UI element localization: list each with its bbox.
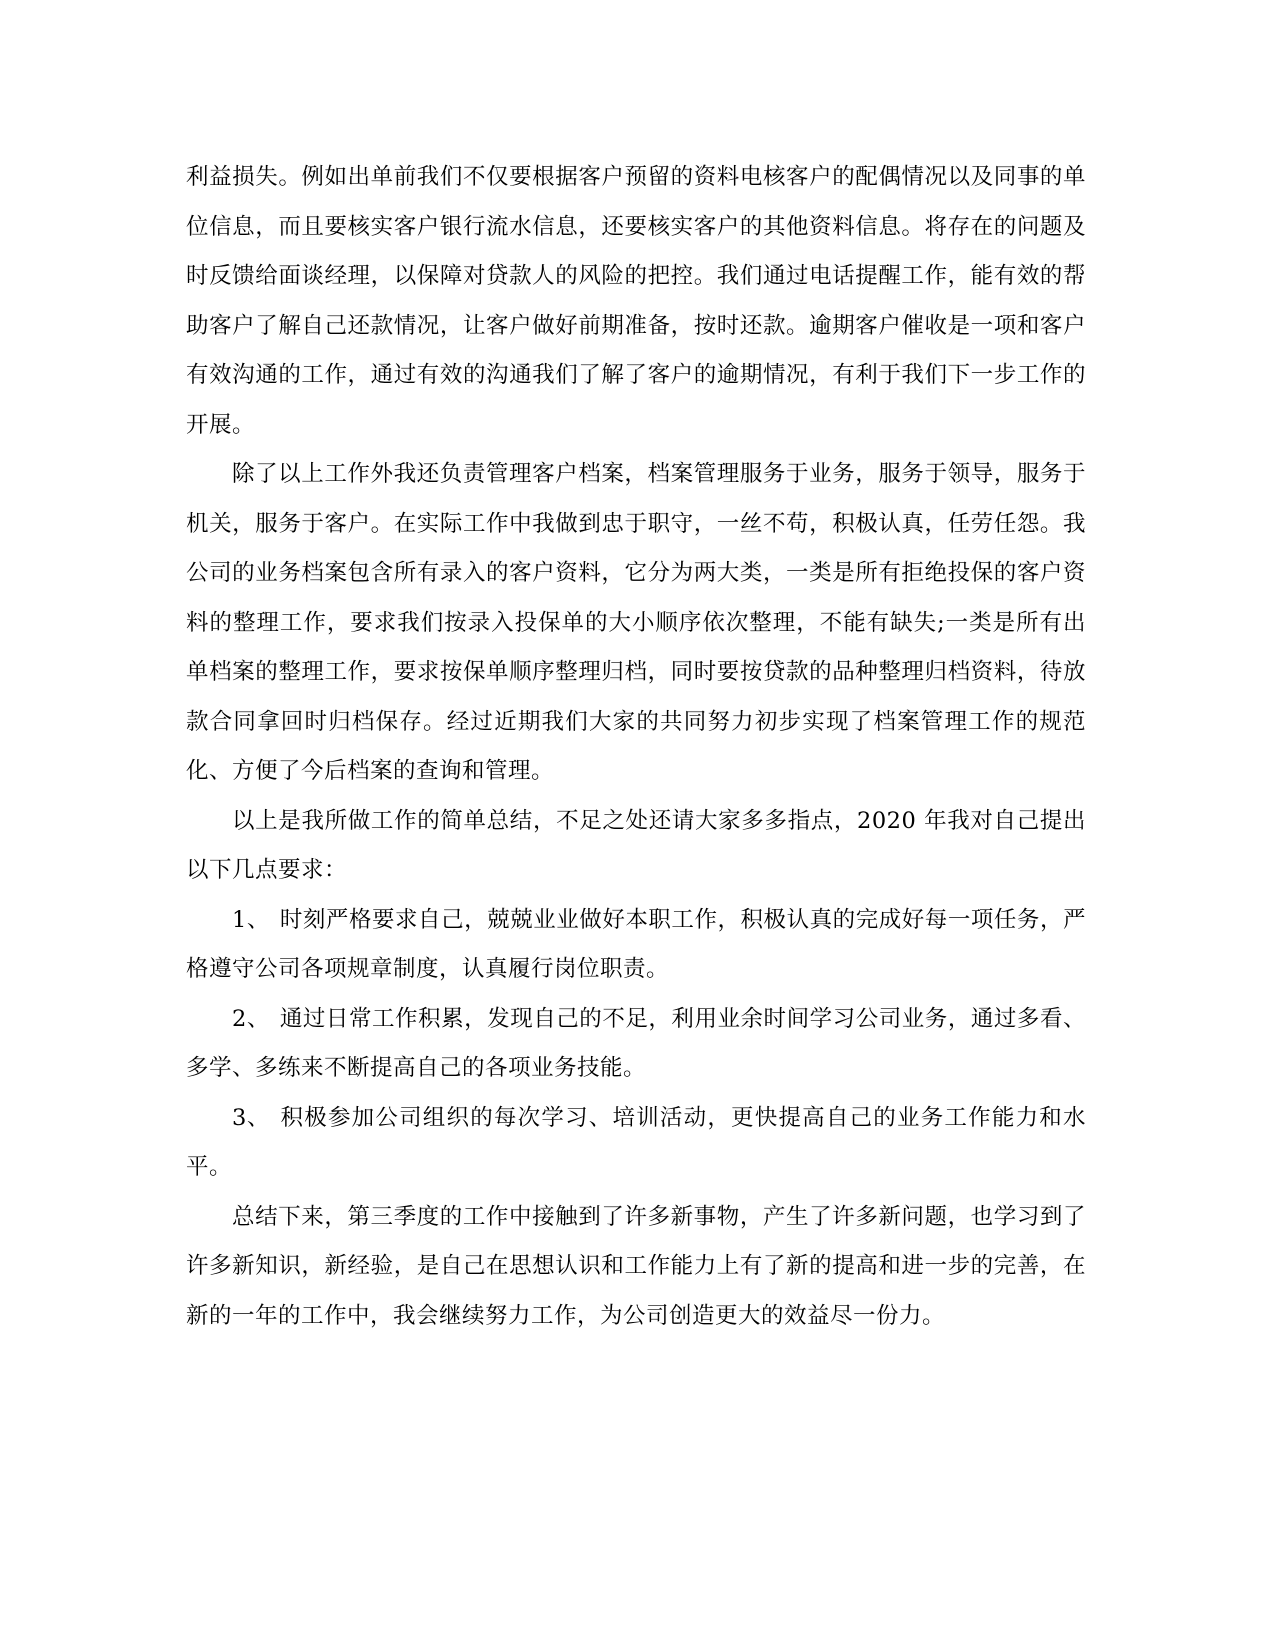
list-item-2 — [186, 995, 1086, 1094]
closing-paragraph: 总结下来，第三季度的工作中接触到了许多新事物，产生了许多新问题，也学习到了许多新知识，新经验，是自己在思想认识和工作能力上有了新的提高和进一步的完善，在新的一年的工作中，我会继续努力工作，为公司创造更大的效益尽一份力。 — [186, 1203, 1086, 1329]
list-item-number: 1、 — [232, 906, 270, 933]
list-item-1 — [186, 896, 1086, 995]
list-item-number: 3、 — [232, 1104, 270, 1131]
list-item-text: 通过日常工作积累，发现自己的不足，利用业余时间学习公司业务，通过多看、多学、多练来不断提高自己的各项业务技能。 — [186, 1005, 1086, 1081]
paragraph-2: 除了以上工作外我还负责管理客户档案，档案管理服务于业务，服务于领导，服务于机关，服务于客户。在实际工作中我做到忠于职守，一丝不苟，积极认真，任劳任怨。我公司的业务档案包含所有录入的客户资料，它分为两大类，一类是所有拒绝投保的客户资料的整理工作，要求我们按录入投保单的大小顺序依次整理，不能有缺失;一类是所有出单档案的整理工作，要求按保单顺序整理归档，同时要按贷款的品种整理归档资料，待放款合同拿回时归档保存。经过近期我们大家的共同努力初步实现了档案管理工作的规范化、方便了今后档案的查询和管理。 — [186, 461, 1086, 784]
paragraph-3: 以上是我所做工作的简单总结，不足之处还请大家多多指点，2020 年我对自己提出以下几点要求： — [186, 807, 1086, 883]
paragraph-1: 利益损失。例如出单前我们不仅要根据客户预留的资料电核客户的配偶情况以及同事的单位信息，而且要核实客户银行流水信息，还要核实客户的其他资料信息。将存在的问题及时反馈给面谈经理，以保障对贷款人的风险的把控。我们通过电话提醒工作，能有效的帮助客户了解自己还款情况，让客户做好前期准备，按时还款。逾期客户催收是一项和客户有效沟通的工作，通过有效的沟通我们了解了客户的逾期情况，有利于我们下一步工作的开展。 — [186, 164, 1086, 438]
list-item-text: 积极参加公司组织的每次学习、培训活动，更快提高自己的业务工作能力和水平。 — [186, 1104, 1086, 1180]
list-item-3 — [186, 1094, 1086, 1193]
list-item-text: 时刻严格要求自己，兢兢业业做好本职工作，积极认真的完成好每一项任务，严格遵守公司各项规章制度，认真履行岗位职责。 — [186, 906, 1086, 982]
document-body — [186, 153, 1086, 1341]
list-item-number: 2、 — [232, 1005, 270, 1032]
